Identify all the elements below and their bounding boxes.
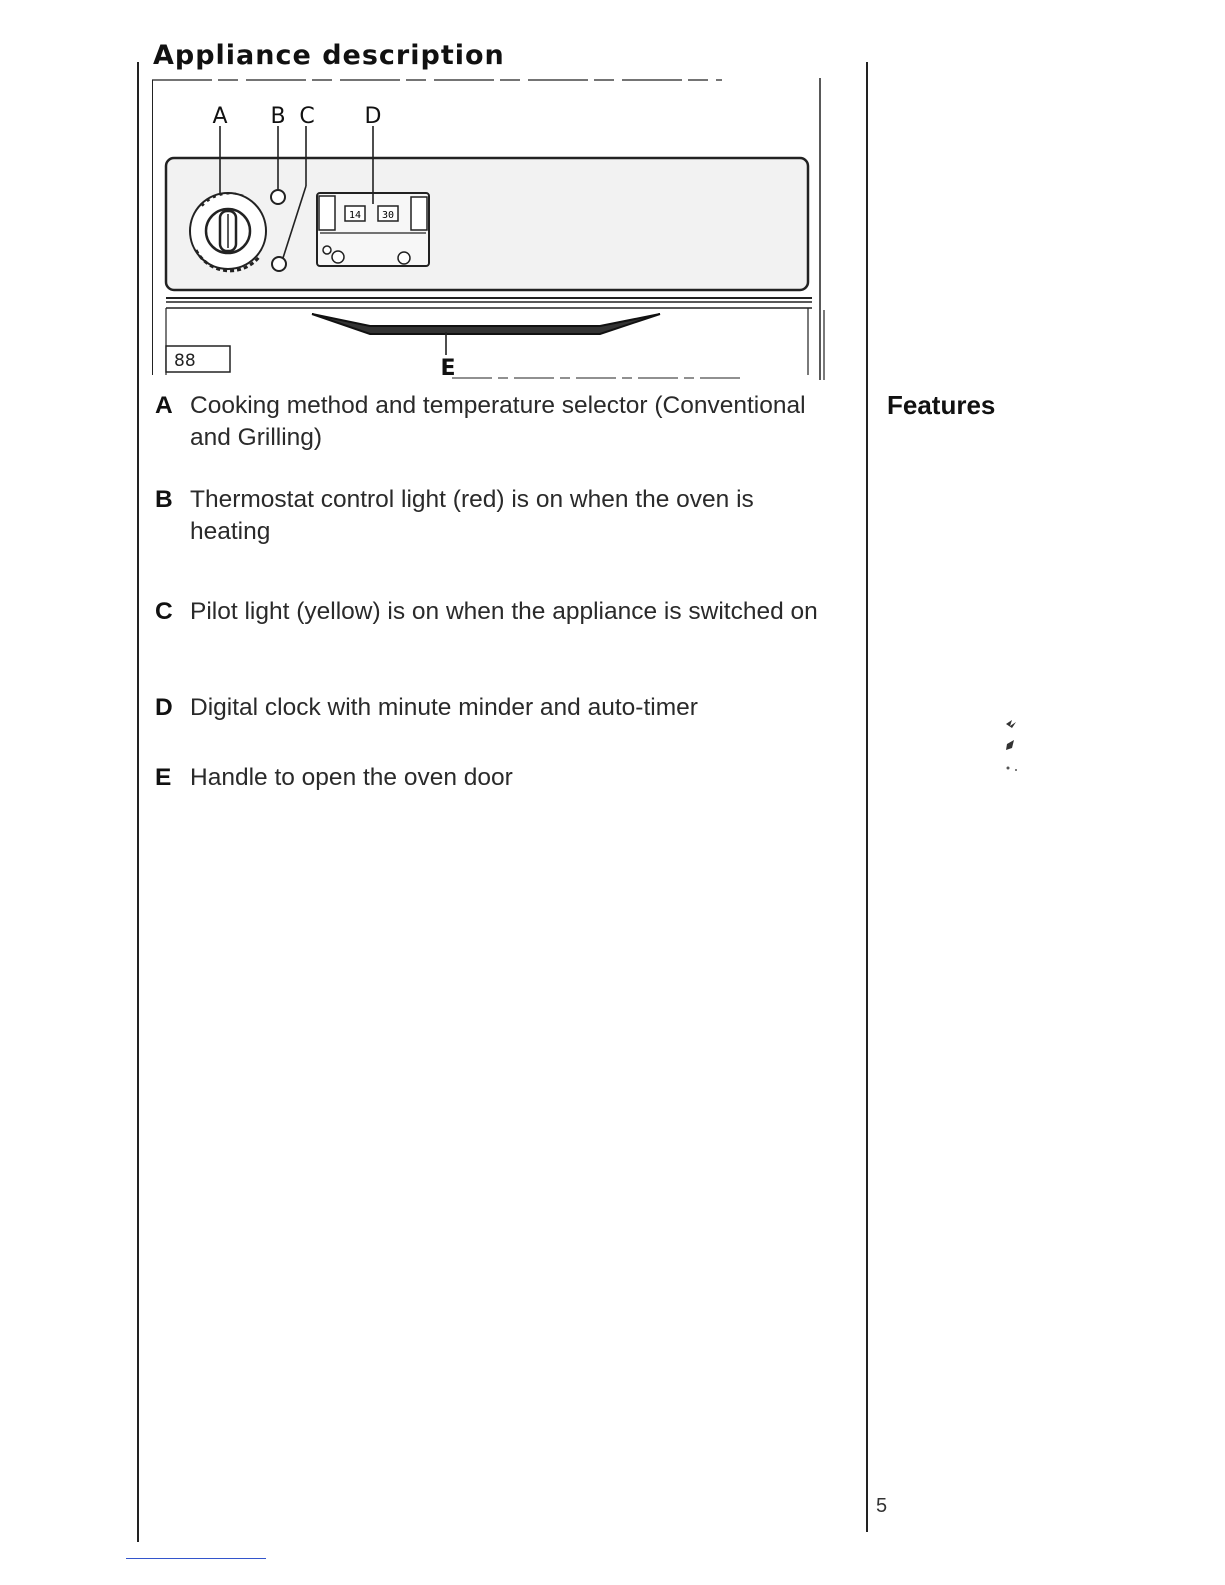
page-title: Appliance description: [153, 40, 505, 71]
component-legend: [155, 390, 835, 794]
temperature-selector-knob: [190, 193, 266, 271]
thermostat-light: [271, 190, 285, 204]
features-heading: Features: [887, 390, 996, 420]
legend-text: Thermostat control light (red) is on when the oven is heating: [190, 486, 754, 545]
scan-specks: [1002, 718, 1032, 778]
callout-c: C: [299, 104, 315, 129]
left-margin-rule: [137, 62, 139, 1542]
appliance-diagram: [152, 70, 832, 382]
timer-display-hours: 14: [348, 210, 362, 221]
page-number: 5: [876, 1495, 888, 1517]
timer-display-minutes: 30: [381, 210, 395, 221]
legend-key: E: [155, 764, 172, 791]
door-handle: [312, 314, 660, 334]
legend-item: [155, 692, 835, 752]
callout-b: B: [270, 104, 286, 129]
legend-text: Digital clock with minute minder and auto-timer: [190, 694, 698, 721]
callout-d: D: [364, 104, 382, 129]
column-divider-rule: [866, 62, 868, 1532]
legend-key: D: [155, 694, 173, 721]
callout-e: E: [440, 356, 456, 381]
legend-item: [155, 762, 835, 794]
legend-key: A: [155, 392, 173, 419]
legend-text: Handle to open the oven door: [190, 764, 513, 791]
legend-key: B: [155, 486, 173, 513]
legend-item: [155, 484, 835, 582]
pilot-light: [272, 257, 286, 271]
legend-text: Pilot light (yellow) is on when the appliance is switched on: [190, 598, 818, 625]
footer-link-underline: [126, 1558, 266, 1559]
model-badge: 88: [174, 351, 196, 371]
legend-item: [155, 390, 835, 468]
legend-key: C: [155, 598, 173, 625]
oven-door-edge: [166, 298, 812, 375]
legend-text: Cooking method and temperature selector (Conventional and Grilling): [190, 392, 806, 451]
legend-item: [155, 596, 835, 684]
callout-a: A: [212, 104, 228, 129]
